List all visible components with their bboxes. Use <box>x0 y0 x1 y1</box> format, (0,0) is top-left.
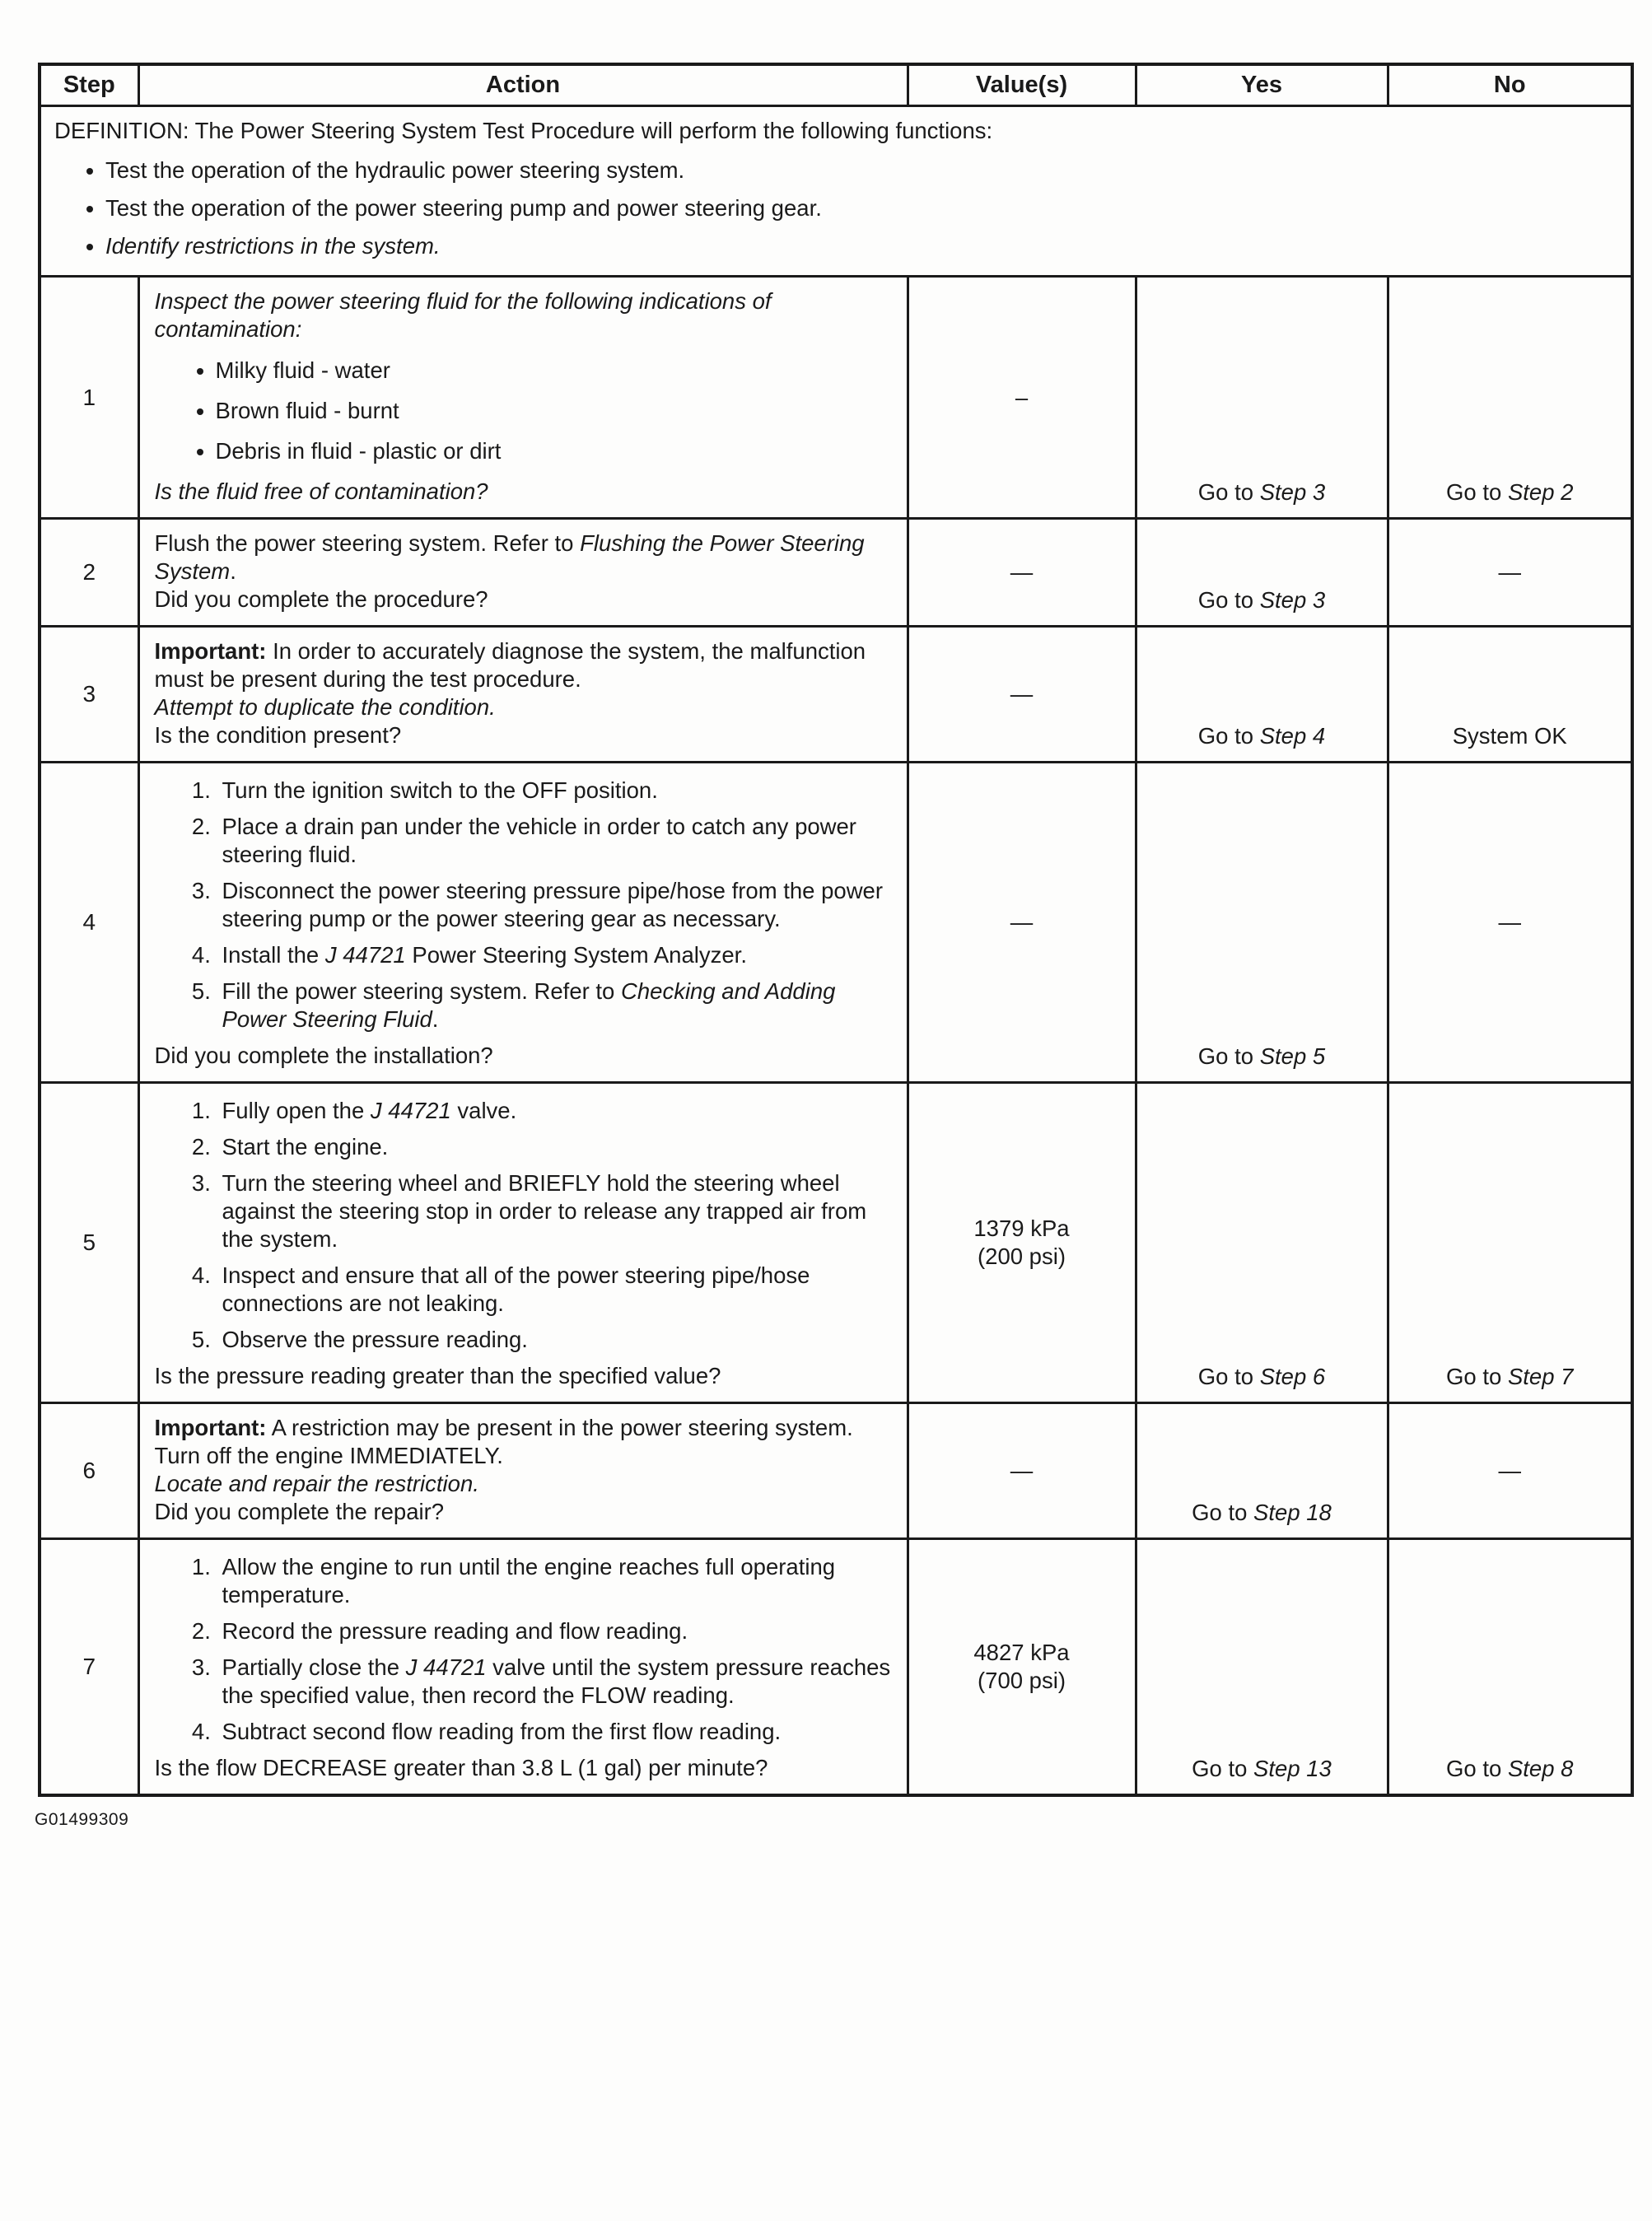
value-line: – <box>1015 384 1029 410</box>
col-header-step: Step <box>40 64 138 106</box>
text-segment: . <box>432 1006 439 1032</box>
text-segment: . <box>230 558 236 584</box>
list-item: • Milky fluid - water <box>216 357 892 385</box>
step-row-7 <box>40 1539 1632 1796</box>
header-row <box>40 64 1632 106</box>
values-cell <box>908 1539 1136 1796</box>
values-cell <box>908 519 1136 627</box>
action-question: Did you complete the procedure? <box>154 586 488 612</box>
result-text: System OK <box>1452 723 1567 749</box>
list-item <box>217 1097 892 1125</box>
value-line: — <box>1010 681 1034 707</box>
text-segment: Subtract second flow reading from the first flow reading. <box>222 1719 782 1744</box>
step-reference: Step 13 <box>1253 1756 1332 1781</box>
action-cell <box>138 627 908 763</box>
result-text: — <box>1498 1458 1521 1483</box>
col-header-action: Action <box>138 64 908 106</box>
yes-cell <box>1136 519 1388 627</box>
list-item: • Debris in fluid - plastic or dirt <box>216 437 892 465</box>
result-text: — <box>1498 559 1521 585</box>
list-item <box>217 1718 892 1746</box>
definition-title: DEFINITION: The Power Steering System Test Procedure will perform the following functions: <box>54 118 993 143</box>
definition-bullet: • Test the operation of the power steering pump and power steering gear. <box>105 194 1617 222</box>
action-question: Did you complete the installation? <box>154 1043 493 1068</box>
values-cell <box>908 1403 1136 1539</box>
step-number: 2 <box>40 519 138 627</box>
definition-bullet: • Identify restrictions in the system. <box>105 232 1617 260</box>
values-cell <box>908 763 1136 1083</box>
text-segment: Record the pressure reading and flow reading. <box>222 1618 688 1644</box>
action-cell <box>138 277 908 519</box>
text-segment: Flush the power steering system. Refer to <box>154 530 581 556</box>
action-question: Did you complete the repair? <box>154 1499 445 1524</box>
go-to-text: Go to <box>1197 587 1260 613</box>
col-header-no: No <box>1388 64 1632 106</box>
reference-title: Flushing the Power Steering System <box>154 530 865 584</box>
step-number: 6 <box>40 1403 138 1539</box>
important-label: Important: <box>154 638 267 664</box>
go-to-text: Go to <box>1197 479 1260 505</box>
text-segment: Fill the power steering system. Refer to <box>222 978 621 1004</box>
step-reference: Step 4 <box>1259 723 1326 749</box>
list-item <box>217 1262 892 1318</box>
go-to-text: Go to <box>1446 479 1508 505</box>
important-label: Important: <box>154 1415 267 1440</box>
go-to-text: Go to <box>1446 1364 1508 1389</box>
tool-reference: J 44721 <box>324 942 406 968</box>
procedure-list <box>155 1097 892 1354</box>
yes-cell <box>1136 1403 1388 1539</box>
step-reference: Step 3 <box>1259 479 1326 505</box>
text-segment: Power Steering System Analyzer. <box>405 942 747 968</box>
action-cell <box>138 1083 908 1403</box>
action-cell <box>138 519 908 627</box>
yes-cell <box>1136 627 1388 763</box>
text-segment: Inspect and ensure that all of the power steering pipe/hose connections are not leaking. <box>222 1262 810 1316</box>
value-line: — <box>1010 559 1034 585</box>
text-segment: Allow the engine to run until the engine reaches full operating temperature. <box>222 1554 836 1607</box>
yes-cell <box>1136 1539 1388 1796</box>
list-item <box>217 978 892 1034</box>
definition-list <box>54 156 1617 260</box>
procedure-list <box>155 777 892 1034</box>
text-segment: Disconnect the power steering pressure pipe/hose from the power steering pump or the power steering gear as necessary. <box>222 878 884 931</box>
text-segment: Observe the pressure reading. <box>222 1327 528 1352</box>
important-note <box>155 1414 892 1470</box>
step-row-2 <box>40 519 1632 627</box>
go-to-text: Go to <box>1197 1043 1260 1069</box>
step-row-6 <box>40 1403 1632 1539</box>
step-reference: Step 5 <box>1259 1043 1326 1069</box>
list-item <box>217 877 892 933</box>
no-cell <box>1388 1403 1632 1539</box>
no-cell <box>1388 763 1632 1083</box>
no-cell <box>1388 627 1632 763</box>
text-segment: Turn the steering wheel and BRIEFLY hold the steering wheel against the steering stop in order to release any trapped air from the system. <box>222 1170 867 1252</box>
definition-bullet: • Test the operation of the hydraulic power steering system. <box>105 156 1617 184</box>
result-text: — <box>1498 909 1521 935</box>
definition-row <box>40 106 1632 277</box>
action-text <box>155 530 892 586</box>
values-cell <box>908 277 1136 519</box>
list-item <box>217 777 892 805</box>
step-reference: Step 18 <box>1253 1500 1332 1525</box>
list-item <box>217 813 892 869</box>
no-cell <box>1388 1539 1632 1796</box>
text-segment: Turn the ignition switch to the OFF position. <box>222 777 658 803</box>
value-line: — <box>1010 1458 1034 1483</box>
step-row-5 <box>40 1083 1632 1403</box>
step-number: 4 <box>40 763 138 1083</box>
action-question: Is the pressure reading greater than the specified value? <box>154 1363 721 1388</box>
step-reference: Step 6 <box>1259 1364 1326 1389</box>
contamination-list <box>155 357 892 465</box>
action-instruction: Locate and repair the restriction. <box>154 1471 479 1496</box>
figure-id: G01499309 <box>35 1810 129 1829</box>
value-line: — <box>1010 909 1034 935</box>
go-to-text: Go to <box>1197 723 1260 749</box>
step-number: 7 <box>40 1539 138 1796</box>
value-psi: (700 psi) <box>978 1668 1066 1693</box>
action-instruction: Attempt to duplicate the condition. <box>154 694 496 720</box>
values-cell <box>908 1083 1136 1403</box>
step-reference: Step 8 <box>1507 1756 1574 1781</box>
important-text: A restriction may be present in the power steering system. Turn off the engine IMMEDIATELY. <box>154 1415 853 1468</box>
list-item <box>217 941 892 969</box>
values-cell <box>908 627 1136 763</box>
text-segment: Place a drain pan under the vehicle in order to catch any power steering fluid. <box>222 814 856 867</box>
text-segment: Fully open the <box>222 1098 371 1123</box>
list-item <box>217 1654 892 1710</box>
no-cell <box>1388 1083 1632 1403</box>
step-row-4 <box>40 763 1632 1083</box>
action-question: Is the fluid free of contamination? <box>154 478 488 504</box>
reference-title: Checking and Adding Power Steering Fluid <box>222 978 836 1032</box>
go-to-text: Go to <box>1197 1364 1260 1389</box>
list-item <box>217 1553 892 1609</box>
important-note <box>155 637 892 693</box>
definition-cell <box>40 106 1632 277</box>
yes-cell <box>1136 277 1388 519</box>
no-cell <box>1388 519 1632 627</box>
go-to-text: Go to <box>1446 1756 1508 1781</box>
test-procedure-table <box>38 63 1634 1797</box>
col-header-values: Value(s) <box>908 64 1136 106</box>
yes-cell <box>1136 763 1388 1083</box>
action-cell <box>138 763 908 1083</box>
list-item <box>217 1133 892 1161</box>
value-kpa: 1379 kPa <box>973 1215 1070 1241</box>
action-cell <box>138 1539 908 1796</box>
text-segment: Start the engine. <box>222 1134 389 1159</box>
tool-reference: J 44721 <box>405 1654 487 1680</box>
list-item: • Brown fluid - burnt <box>216 397 892 425</box>
step-number: 5 <box>40 1083 138 1403</box>
text-segment: valve. <box>450 1098 517 1123</box>
step-number: 3 <box>40 627 138 763</box>
go-to-text: Go to <box>1192 1756 1254 1781</box>
action-question: Is the flow DECREASE greater than 3.8 L (1 gal) per minute? <box>154 1755 768 1780</box>
text-segment: Partially close the <box>222 1654 406 1680</box>
value-kpa: 4827 kPa <box>973 1640 1070 1665</box>
list-item <box>217 1326 892 1354</box>
tool-reference: J 44721 <box>370 1098 451 1123</box>
yes-cell <box>1136 1083 1388 1403</box>
step-reference: Step 7 <box>1507 1364 1574 1389</box>
step-reference: Step 2 <box>1507 479 1574 505</box>
no-cell <box>1388 277 1632 519</box>
text-segment: Install the <box>222 942 325 968</box>
step-row-3 <box>40 627 1632 763</box>
action-cell <box>138 1403 908 1539</box>
value-psi: (200 psi) <box>978 1243 1066 1269</box>
procedure-list <box>155 1553 892 1746</box>
step-reference: Step 3 <box>1259 587 1326 613</box>
text-segment: valve until the system pressure reaches the specified value, then record the FLOW reading. <box>222 1654 891 1708</box>
action-question: Is the condition present? <box>154 722 402 748</box>
col-header-yes: Yes <box>1136 64 1388 106</box>
step-number: 1 <box>40 277 138 519</box>
go-to-text: Go to <box>1192 1500 1254 1525</box>
manual-page <box>35 63 1631 1830</box>
list-item <box>217 1169 892 1253</box>
list-item <box>217 1617 892 1645</box>
important-text: In order to accurately diagnose the system, the malfunction must be present during the test procedure. <box>154 638 866 692</box>
step-row-1 <box>40 277 1632 519</box>
action-intro: Inspect the power steering fluid for the following indications of contamination: <box>154 288 772 342</box>
